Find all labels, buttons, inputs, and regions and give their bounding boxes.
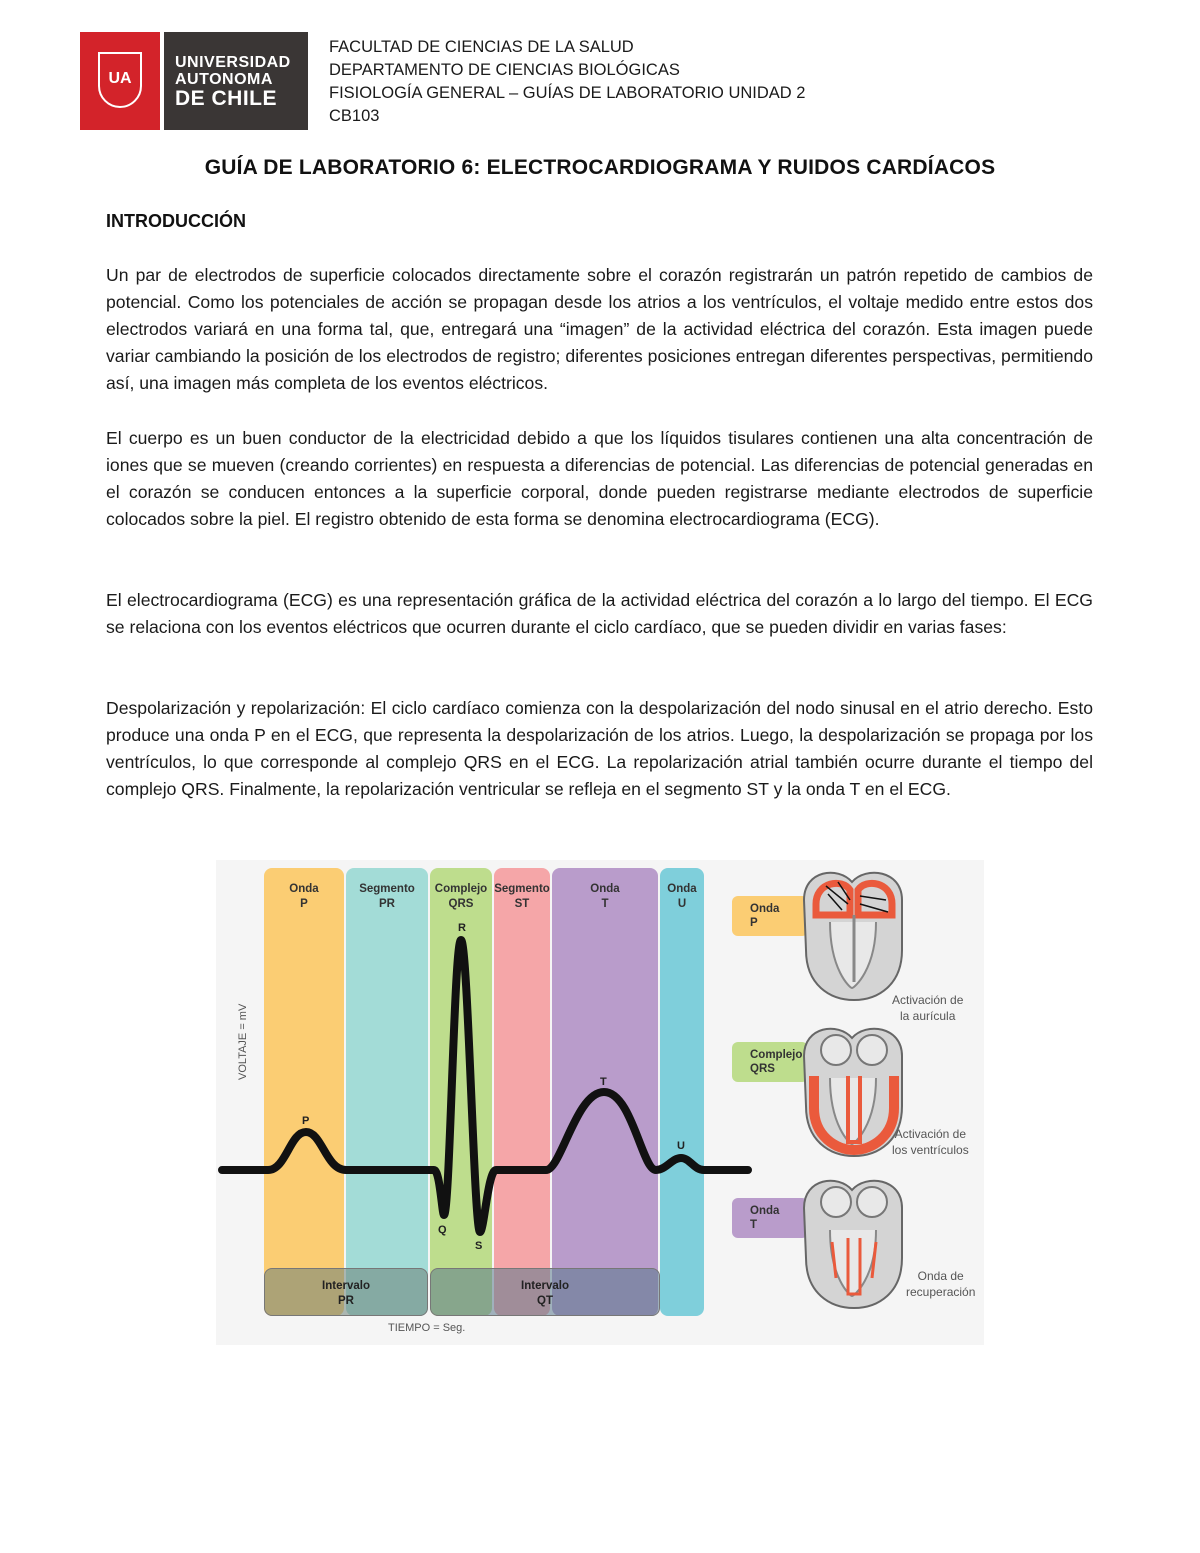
institution-header: [329, 36, 806, 128]
wave-label-u: U: [677, 1140, 685, 1152]
caption-line2: los ventrículos: [892, 1143, 969, 1157]
wave-label-q: Q: [438, 1224, 447, 1236]
band-label-line2: QRS: [448, 898, 474, 910]
heart-recovery-wave-icon: [790, 1168, 920, 1318]
tag-line2: QRS: [750, 1063, 775, 1075]
section-heading: INTRODUCCIÓN: [106, 211, 246, 231]
paragraph: El cuerpo es un buen conductor de la electricidad debido a que los líquidos tisulares contienen una alta concentración de iones que se mueven (creando corrientes) en respuesta a diferencias de potencial. Las diferencias de potencial generadas en el corazón se conducen entonces a la superficie corporal, donde pueden registrarse mediante electrodos de superficie colocados sobre la piel. El registro obtenido de esta forma se denomina electrocardiograma (ECG).: [106, 428, 1093, 529]
header-faculty: FACULTAD DE CIENCIAS DE LA SALUD: [329, 38, 634, 56]
paragraph: El electrocardiograma (ECG) es una representación gráfica de la actividad eléctrica del corazón a lo largo del tiempo. El ECG se relaciona con los eventos eléctricos que ocurren durante el ciclo cardíaco, que se pueden dividir en varias fases:: [106, 590, 1093, 637]
logo-line-3: DE CHILE: [175, 87, 278, 110]
interval-label-line2: QT: [537, 1295, 553, 1307]
wave-label-t: T: [600, 1076, 607, 1088]
band-label-line1: Onda: [289, 883, 319, 895]
tag-line1: Complejo: [750, 1049, 803, 1061]
band-label-line2: PR: [379, 898, 395, 910]
heart-atrial-activation-icon: [790, 860, 920, 1010]
university-logo: [80, 32, 308, 130]
band-label-line2: U: [677, 898, 687, 910]
header-code: CB103: [329, 107, 380, 125]
paragraph: Un par de electrodos de superficie colocados directamente sobre el corazón registrarán un patrón repetido de cambios de potencial. Como los potenciales de acción se propagan desde los atrios a los ventrículos, el voltaje medido entre estos dos electrodos variará en una forma tal, que, entregará una “imagen” de la actividad eléctrica del corazón. Esta imagen puede variar cambiando la posición de los electrodos de registro; diferentes posiciones entregan diferentes perspectivas, permitiendo así, una imagen más completa de los eventos eléctricos.: [106, 265, 1093, 393]
caption-line2: la aurícula: [900, 1009, 956, 1023]
ecg-trace: [222, 940, 748, 1232]
tag-line1: Onda: [750, 903, 780, 915]
interval-label-line1: Intervalo: [521, 1280, 569, 1292]
logo-line-2: AUTONOMA: [175, 71, 273, 88]
tag-line1: Onda: [750, 1205, 780, 1217]
header-department: DEPARTAMENTO DE CIENCIAS BIOLÓGICAS: [329, 61, 680, 79]
interval-label-line1: Intervalo: [322, 1280, 370, 1292]
band-label-line1: Onda: [590, 883, 620, 895]
logo-badge: UA: [98, 52, 142, 108]
wave-label-s: S: [475, 1240, 483, 1252]
caption-line1: Onda de: [917, 1269, 964, 1283]
header-course: FISIOLOGÍA GENERAL – GUÍAS DE LABORATORIO UNIDAD 2: [329, 84, 806, 102]
band-label-line1: Onda: [667, 883, 697, 895]
caption-line1: Activación de: [892, 993, 964, 1007]
caption-ventricular-activation: [892, 1126, 969, 1158]
logo-red-block: [80, 32, 160, 130]
logo-line-1: UNIVERSIDAD: [175, 54, 291, 71]
band-label-line2: T: [601, 898, 609, 910]
paragraph: Despolarización y repolarización: El ciclo cardíaco comienza con la despolarización del nodo sinusal en el atrio derecho. Esto produce una onda P en el ECG, que representa la despolarización de los atrios. Luego, la despolarización se propaga por los ventrículos, lo que corresponde al complejo QRS en el ECG. La repolarización atrial también ocurre durante el tiempo del complejo QRS. Finalmente, la repolarización ventricular se refleja en el segmento ST y la onda T en el ECG.: [106, 698, 1093, 799]
interval-label-line2: PR: [338, 1295, 354, 1307]
band-label-line1: Complejo: [434, 883, 488, 895]
ecg-figure: [216, 860, 984, 1345]
document-title: GUÍA DE LABORATORIO 6: ELECTROCARDIOGRAMA Y RUIDOS CARDÍACOS: [204, 156, 996, 179]
band-label-line1: Segmento: [359, 883, 415, 895]
band-label-line1: Segmento: [494, 883, 550, 895]
y-axis-label: VOLTAJE = mV: [237, 1003, 249, 1080]
band-label-line2: P: [300, 898, 308, 910]
tag-line2: T: [750, 1219, 758, 1231]
band-label-line2: ST: [514, 898, 530, 910]
wave-label-p: P: [302, 1115, 310, 1127]
tag-line2: P: [750, 917, 758, 929]
x-axis-label: TIEMPO = Seg.: [388, 1322, 466, 1334]
wave-label-r: R: [458, 922, 466, 934]
caption-recovery-wave: [906, 1268, 975, 1300]
caption-line1: Activación de: [894, 1127, 967, 1141]
caption-line2: recuperación: [906, 1285, 976, 1299]
